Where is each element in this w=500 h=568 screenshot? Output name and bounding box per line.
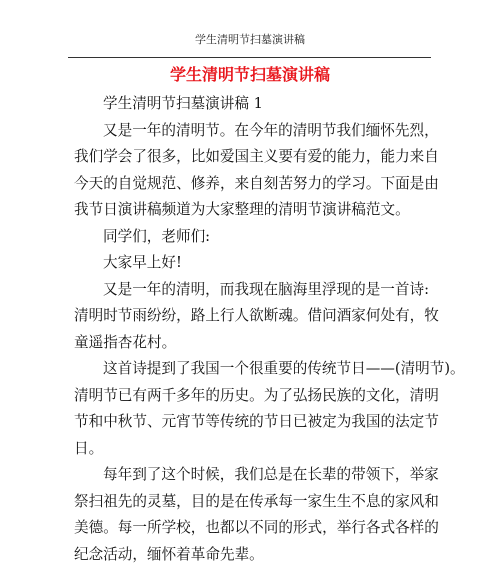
poem-line: 清明时节雨纷纷，路上行人欲断魂。借问酒家何处有，牧 <box>74 303 426 330</box>
paragraph-line: 祭扫祖先的灵墓，目的是在传承每一家生生不息的家风和 <box>74 489 426 516</box>
running-header: 学生清明节扫墓演讲稿 <box>0 33 500 47</box>
paragraph-line: 我们学会了很多，比如爱国主义要有爱的能力，能力来自 <box>74 144 426 171</box>
paragraph-line: 我节日演讲稿频道为大家整理的清明节演讲稿范文。 <box>74 197 426 224</box>
section-heading: 学生清明节扫墓演讲稿 1 <box>74 91 426 118</box>
document-title: 学生清明节扫墓演讲稿 <box>0 64 500 86</box>
header-divider <box>68 57 431 58</box>
greeting-line: 大家早上好! <box>74 250 426 277</box>
poem-line: 童遥指杏花村。 <box>74 330 426 357</box>
document-body <box>74 91 426 568</box>
paragraph-line: 节和中秋节、元宵节等传统的节日已被定为我国的法定节 <box>74 409 426 436</box>
paragraph-line: 这首诗提到了我国一个很重要的传统节日——(清明节)。 <box>74 356 426 383</box>
salutation-line: 同学们，老师们: <box>74 224 426 251</box>
paragraph-line: 又是一年的清明节。在今年的清明节我们缅怀先烈， <box>74 118 426 145</box>
paragraph-line: 每年到了这个时候，我们总是在长辈的带领下，举家 <box>74 462 426 489</box>
paragraph-line: 清明节已有两千多年的历史。为了弘扬民族的文化，清明 <box>74 383 426 410</box>
paragraph-line: 纪念活动，缅怀着革命先辈。 <box>74 542 426 568</box>
paragraph-line: 美德。每一所学校，也都以不同的形式，举行各式各样的 <box>74 515 426 542</box>
paragraph-line: 今天的自觉规范、修养，来自刻苦努力的学习。下面是由 <box>74 171 426 198</box>
paragraph-line: 日。 <box>74 436 426 463</box>
paragraph-line: 又是一年的清明，而我现在脑海里浮现的是一首诗: <box>74 277 426 304</box>
